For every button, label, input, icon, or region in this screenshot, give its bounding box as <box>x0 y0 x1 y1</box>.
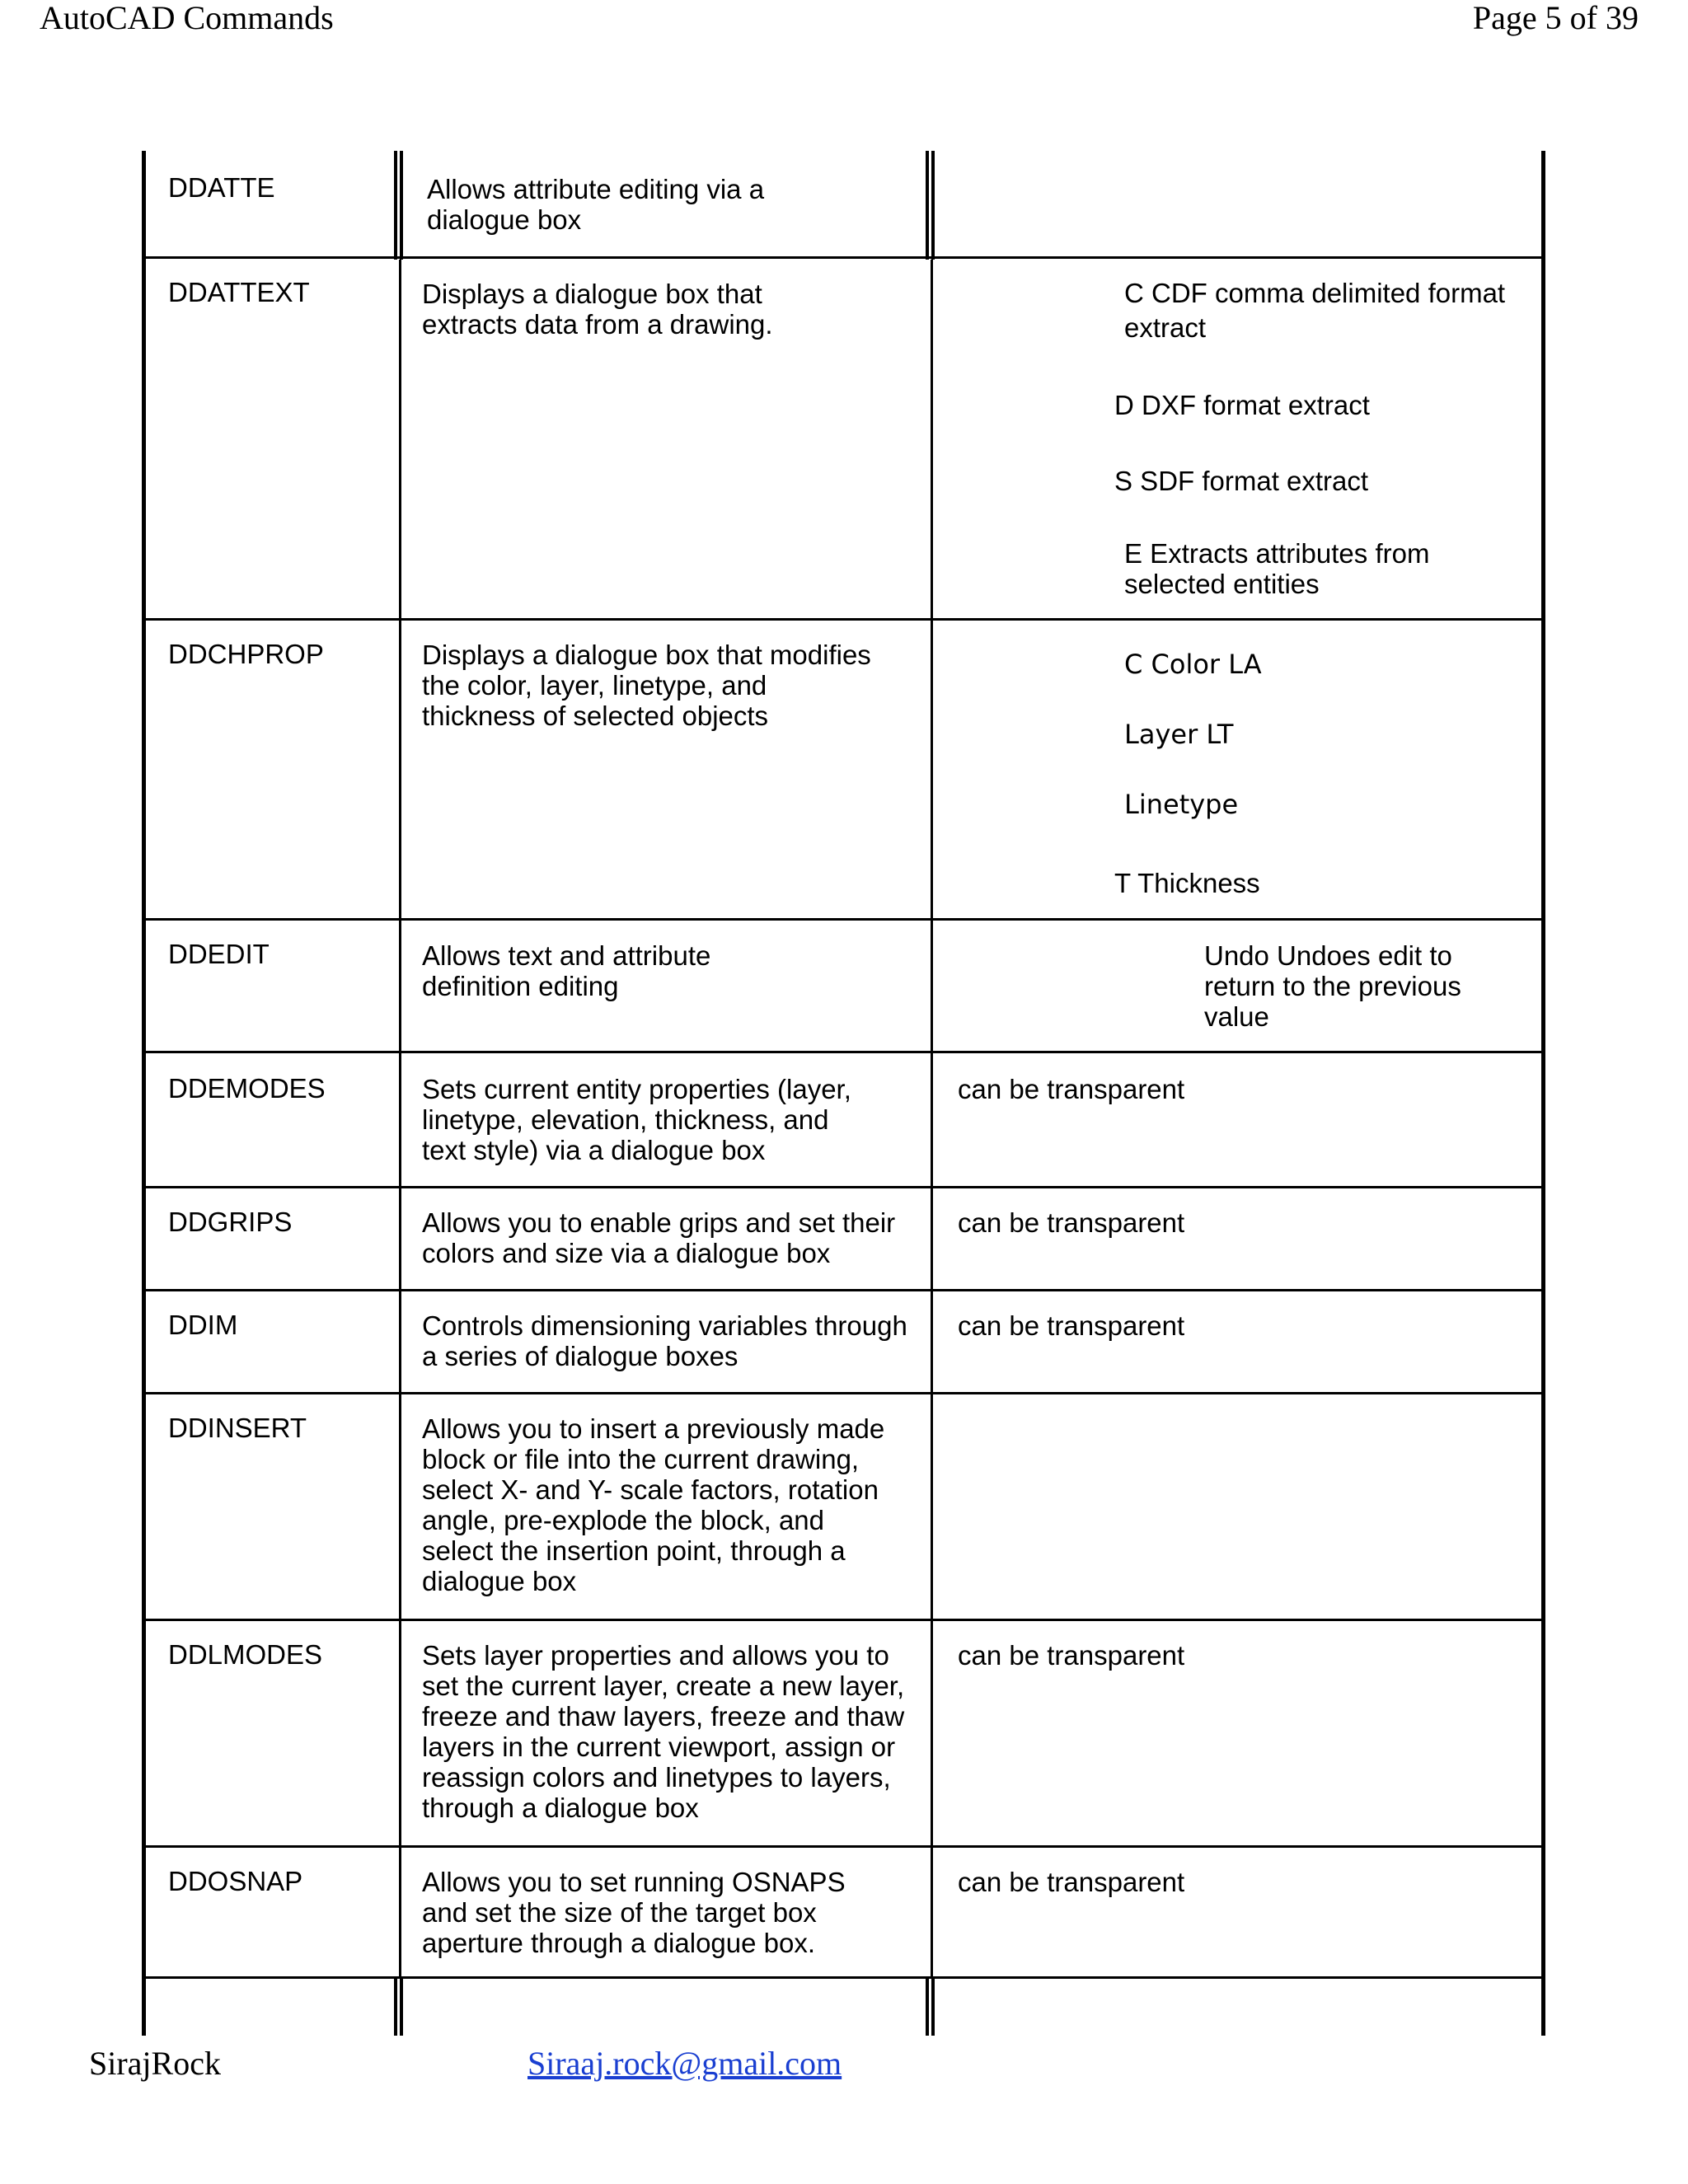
option-note: E Extracts attributes from selected entities <box>1124 538 1430 599</box>
row-divider <box>142 1619 1545 1621</box>
command-note: can be transparent <box>958 1867 1185 1897</box>
author-name: SirajRock <box>89 2045 221 2082</box>
command-name: DDATTEXT <box>168 277 310 307</box>
command-name: DDEMODES <box>168 1073 326 1104</box>
commands-table <box>142 151 1545 2036</box>
option-note: D DXF format extract <box>1114 390 1370 420</box>
document-title: AutoCAD Commands <box>40 0 334 36</box>
column-divider <box>400 151 403 260</box>
email-link[interactable]: Siraaj.rock@gmail.com <box>528 2045 842 2082</box>
option-note: C Color LA <box>1124 649 1262 680</box>
row-divider <box>142 1976 1545 1979</box>
row-divider <box>142 1392 1545 1394</box>
row-divider <box>142 256 1545 259</box>
row-divider <box>142 1845 1545 1848</box>
command-description: Allows text and attribute definition editing <box>422 940 711 1001</box>
command-description: Controls dimensioning variables through a series of dialogue boxes <box>422 1310 907 1371</box>
table-right-border <box>1541 151 1545 2036</box>
command-description: Displays a dialogue box that modifies the color, layer, linetype, and thickness of selected objects <box>422 640 871 731</box>
command-note: can be transparent <box>958 1207 1185 1238</box>
command-note: can be transparent <box>958 1310 1185 1341</box>
column-divider <box>400 1978 403 2036</box>
command-name: DDLMODES <box>168 1639 323 1670</box>
command-note: can be transparent <box>958 1640 1185 1671</box>
table-left-border <box>142 151 146 2036</box>
row-divider <box>142 1051 1545 1053</box>
option-note: S SDF format extract <box>1114 466 1369 496</box>
command-name: DDEDIT <box>168 939 270 969</box>
option-note: Linetype <box>1124 789 1239 820</box>
command-description: Allows you to enable grips and set their colors and size via a dialogue box <box>422 1207 896 1268</box>
row-divider <box>142 618 1545 621</box>
column-divider <box>931 1978 935 2036</box>
command-name: DDATTE <box>168 172 275 203</box>
command-description: Sets layer properties and allows you to set the current layer, create a new layer, freeze and thaw layers, freeze and thaw layers in the current viewport, assign or reassign colors and linetypes to layers, through a dialogue box <box>422 1640 905 1823</box>
row-divider <box>142 918 1545 921</box>
column-divider <box>931 151 935 260</box>
option-note: T Thickness <box>1114 868 1260 898</box>
column-divider <box>399 260 401 1978</box>
command-description: Allows attribute editing via a dialogue box <box>427 174 765 235</box>
option-note: Undo Undoes edit to return to the previous value <box>1204 940 1461 1032</box>
command-name: DDCHPROP <box>168 639 324 669</box>
command-description: Allows you to insert a previously made block or file into the current drawing, select X- and Y- scale factors, rotation angle, pre-explode the block, and select the insertion point, through a dialogue box <box>422 1413 885 1596</box>
command-description: Sets current entity properties (layer, linetype, elevation, thickness, and text style) via a dialogue box <box>422 1074 851 1165</box>
command-name: DDGRIPS <box>168 1207 293 1237</box>
command-note: can be transparent <box>958 1074 1185 1104</box>
column-divider <box>931 260 933 1978</box>
command-description: Displays a dialogue box that extracts data from a drawing. <box>422 279 773 340</box>
column-divider <box>394 1978 397 2036</box>
command-name: DDINSERT <box>168 1413 307 1443</box>
option-note: C CDF comma delimited format extract <box>1124 278 1506 343</box>
row-divider <box>142 1289 1545 1291</box>
column-divider <box>926 151 929 260</box>
row-divider <box>142 1186 1545 1188</box>
command-description: Allows you to set running OSNAPS and set the size of the target box aperture through a dialogue box. <box>422 1867 846 1958</box>
column-divider <box>926 1978 929 2036</box>
column-divider <box>394 151 397 260</box>
command-name: DDOSNAP <box>168 1866 303 1896</box>
command-name: DDIM <box>168 1310 238 1340</box>
page-number: Page 5 of 39 <box>1472 0 1639 36</box>
option-note: Layer LT <box>1124 719 1234 750</box>
